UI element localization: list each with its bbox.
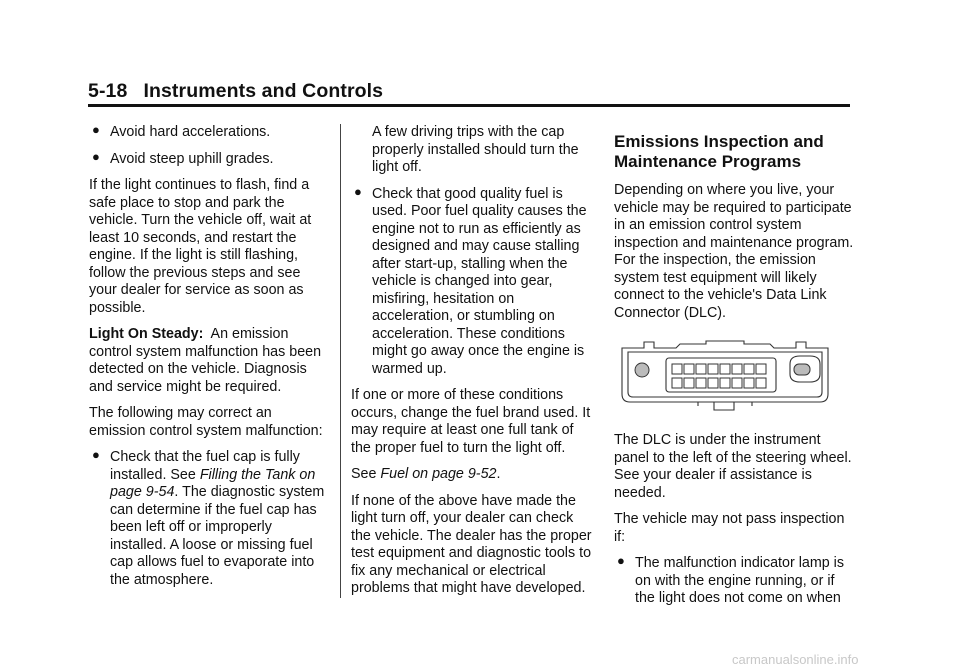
bullet-icon: ● — [354, 183, 362, 199]
bullet-icon: ● — [92, 122, 100, 137]
paragraph-label: Light On Steady: — [89, 326, 204, 342]
paragraph — [351, 466, 593, 484]
paragraph: The DLC is under the instrument panel to the left of the steering wheel. See your dealer if assistance is needed. — [614, 432, 852, 501]
bullet-item — [89, 148, 331, 169]
paragraph-text: An emission control system malfunction has been detected on the vehicle. Diagnosis and service might be required. — [89, 326, 326, 395]
page-header — [88, 80, 383, 103]
bullet-icon: ● — [92, 447, 100, 462]
column-divider — [340, 124, 341, 598]
bullet-item — [89, 449, 331, 589]
bullet-item — [351, 183, 593, 379]
header-rule — [88, 104, 850, 107]
paragraph: If the light continues to flash, find a safe place to stop and park the vehicle. Turn the vehicle off, wait at least 10 seconds, and restart the engine. If the light is still flashing, follow the previous steps and see your dealer for service as soon as possible. — [89, 177, 312, 316]
bullet-text: Check that good quality fuel is used. Poor fuel quality causes the engine not to run as efficiently as designed and may cause stalling after start-up, stalling when the vehicle is changed into gear, misfiring, hesitation on acceleration, or stumbling on acceleration. These conditions might go away once the engine is warmed up. — [372, 185, 587, 377]
paragraph: Depending on where you live, your vehicle may be required to participate in an emission control system inspection and maintenance program. For the inspection, the emission system test equipment will likely connect to the vehicle's Data Link Connector (DLC). — [614, 182, 854, 321]
bullet-icon: ● — [617, 553, 625, 568]
bullet-item — [89, 124, 331, 142]
column-3 — [614, 124, 856, 617]
bullet-continuation: A few driving trips with the cap properly installed should turn the light off. — [372, 124, 579, 175]
paragraph: The vehicle may not pass inspection if: — [614, 511, 845, 545]
section-title: Instruments and Controls — [143, 80, 384, 102]
paragraph-text: . — [496, 466, 501, 482]
section-heading: Emissions Inspection and Maintenance Programs — [614, 132, 824, 171]
watermark: carmanualsonline.info — [732, 652, 859, 667]
bullet-text: The malfunction indicator lamp is on with the engine running, or if the light does not come on when — [635, 555, 844, 606]
paragraph: If none of the above have made the light turn off, your dealer can check the vehicle. The dealer has the proper test equipment and diagnostic tools to fix any mechanical or electrical problems that might have developed. — [351, 492, 592, 596]
paragraph-text: See — [351, 466, 381, 482]
paragraph: If one or more of these conditions occurs, change the fuel brand used. It may require at least one full tank of the proper fuel to turn the light off. — [351, 387, 591, 456]
paragraph: The following may correct an emission control system malfunction: — [89, 405, 323, 439]
bullet-item — [614, 555, 856, 608]
bullet-text: . The diagnostic system can determine if the fuel cap has been left off or improperly installed. A loose or missing fuel cap allows fuel to evaporate into the atmosphere. — [110, 484, 325, 588]
cross-reference-link[interactable]: Fuel on page 9-52 — [380, 466, 497, 482]
column-1 — [89, 124, 331, 598]
paragraph — [89, 326, 331, 396]
bullet-icon: ● — [92, 148, 100, 164]
dlc-connector-illustration — [614, 336, 836, 418]
bullet-text: Avoid hard accelerations. — [110, 124, 271, 140]
page-number: 5-18 — [88, 80, 128, 102]
column-2 — [351, 124, 593, 607]
cross-reference-link[interactable]: Filling the Tank on page 9-54 — [110, 466, 316, 500]
bullet-text: Avoid steep uphill grades. — [110, 150, 274, 167]
bullet-text: Check that the fuel cap is fully installed. See — [110, 449, 300, 483]
